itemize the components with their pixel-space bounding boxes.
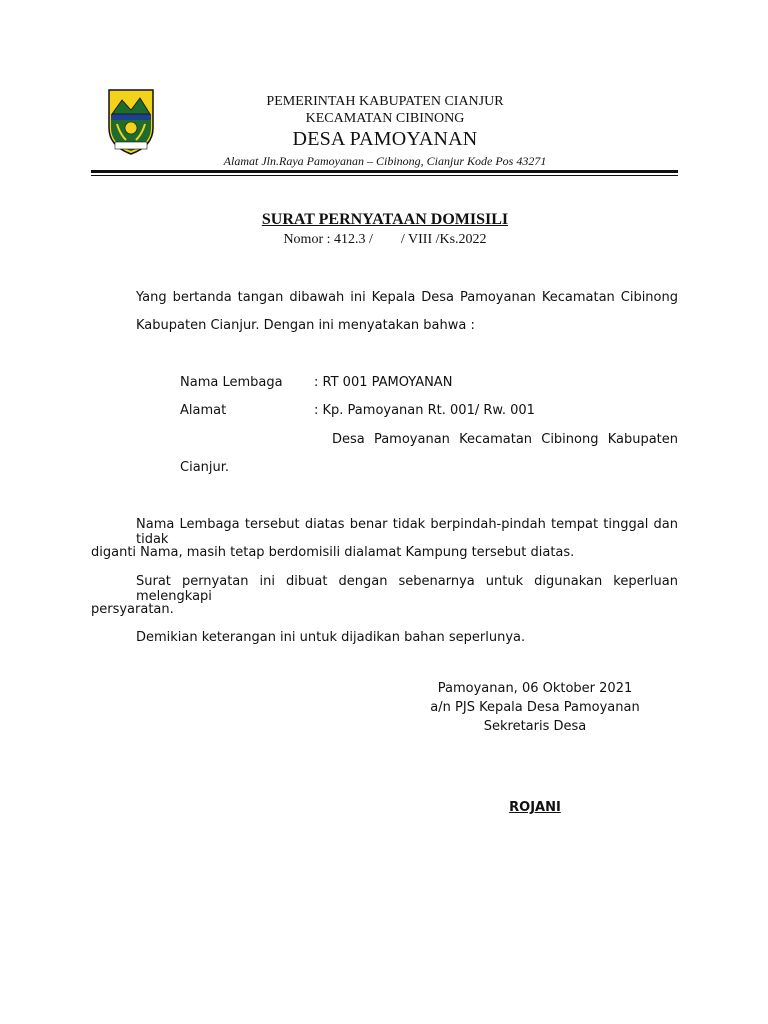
letterhead-divider-thin [91,175,678,176]
signature-position: Sekretaris Desa [483,719,587,734]
address-continuation-line-2: Cianjur. [180,460,230,475]
paragraph-2-line-1: Surat pernyatan ini dibuat dengan sebenarnya untuk digunakan keperluan melengkapi [136,574,678,604]
signature-on-behalf: a/n PJS Kepala Desa Pamoyanan [430,700,640,715]
signatory-name-text: ROJANI [509,800,561,815]
letterhead-village: DESA PAMOYANAN [292,128,478,150]
letterhead-regency: PEMERINTAH KABUPATEN CIANJUR [266,94,504,109]
paragraph-1-line-2: diganti Nama, masih tetap berdomisili dialamat Kampung tersebut diatas. [91,545,575,560]
address-continuation-line-1: Desa Pamoyanan Kecamatan Cibinong Kabupaten [332,432,678,447]
letterhead-address: Alamat Jln.Raya Pamoyanan – Cibinong, Cianjur Kode Pos 43271 [223,154,547,168]
paragraph-3: Demikian keterangan ini untuk dijadikan bahan seperlunya. [136,630,526,645]
signatory-name [410,800,660,815]
document-number: Nomor : 412.3 / / VIII /Ks.2022 [283,232,487,247]
field-label-nama-lembaga: Nama Lembaga [180,375,283,390]
field-value-nama-lembaga: : RT 001 PAMOYANAN [314,375,453,390]
field-label-alamat: Alamat [180,403,227,418]
field-value-alamat: : Kp. Pamoyanan Rt. 001/ Rw. 001 [314,403,535,418]
letterhead-divider-thick [91,170,678,173]
intro-line-2: Kabupaten Cianjur. Dengan ini menyatakan bahwa : [136,318,475,333]
paragraph-2-line-2: persyaratan. [91,602,174,617]
document-title: SURAT PERNYATAAN DOMISILI [261,211,509,228]
paragraph-1-line-1: Nama Lembaga tersebut diatas benar tidak berpindah-pindah tempat tinggal dan tidak [136,517,678,547]
letterhead-district: KECAMATAN CIBINONG [305,111,465,126]
signature-place-date: Pamoyanan, 06 Oktober 2021 [437,681,633,696]
intro-line-1: Yang bertanda tangan dibawah ini Kepala Desa Pamoyanan Kecamatan Cibinong [136,290,678,305]
